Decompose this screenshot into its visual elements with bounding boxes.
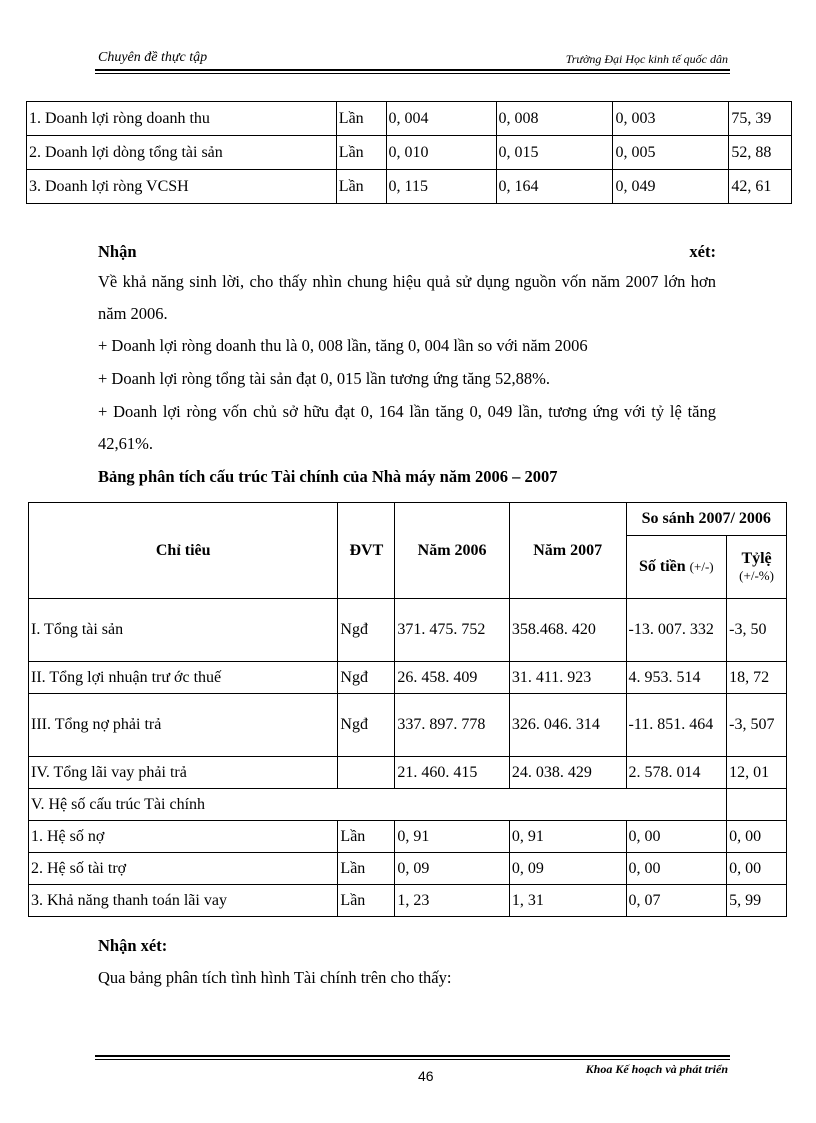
- remark-paragraph: + Doanh lợi ròng tổng tài sản đạt 0, 015 lần tương ứng tăng 52,88%.: [98, 369, 551, 388]
- table-cell: 2. Doanh lợi dòng tổng tài sản: [27, 136, 337, 170]
- table-header-row: [29, 503, 787, 536]
- table-row: [29, 694, 787, 757]
- table-cell: [338, 757, 395, 789]
- table-cell: 4. 953. 514: [626, 662, 727, 694]
- table-cell: 2. Hệ số tài trợ: [29, 853, 338, 885]
- table-row: [27, 102, 792, 136]
- header-school: Trường Đại Học kinh tế quốc dân: [565, 52, 728, 66]
- table-cell: 337. 897. 778: [395, 694, 510, 757]
- table-cell: 0, 00: [727, 853, 787, 885]
- table-cell: 1, 23: [395, 885, 510, 917]
- table-cell: 0, 115: [386, 170, 496, 204]
- footer-faculty: Khoa Kế hoạch và phát triển: [585, 1062, 728, 1076]
- table-cell: Ngđ: [338, 662, 395, 694]
- table-row: [29, 853, 787, 885]
- table-cell: [727, 789, 787, 821]
- table-cell: 18, 72: [727, 662, 787, 694]
- header-compare: So sánh 2007/ 2006: [626, 503, 786, 536]
- table-cell: 3. Khả năng thanh toán lãi vay: [29, 885, 338, 917]
- table-cell: IV. Tổng lãi vay phải trả: [29, 757, 338, 789]
- header-title: Chuyên đề thực tập: [98, 50, 208, 65]
- financial-structure-table: [28, 502, 787, 917]
- table-cell: Lần: [336, 170, 386, 204]
- table-cell: 0, 049: [613, 170, 729, 204]
- table-cell: 0, 00: [727, 821, 787, 853]
- header-rule: [95, 69, 730, 71]
- table-row: [29, 599, 787, 662]
- table-cell: 1. Hệ số nợ: [29, 821, 338, 853]
- header-2007: Năm 2007: [509, 503, 626, 599]
- table-cell: Lần: [336, 136, 386, 170]
- table-cell: 0, 91: [395, 821, 510, 853]
- table-cell: 0, 015: [496, 136, 613, 170]
- table-cell: 31. 411. 923: [509, 662, 626, 694]
- table-section-row: [29, 789, 787, 821]
- table-cell: 358.468. 420: [509, 599, 626, 662]
- remark-paragraph: Về khả năng sinh lời, cho thấy nhìn chung hiệu quả sử dụng nguồn vốn năm 2007 lớn hơn năm 2006.: [98, 272, 716, 323]
- table-cell: II. Tổng lợi nhuận trư ớc thuế: [29, 662, 338, 694]
- table-cell: 3. Doanh lợi ròng VCSH: [27, 170, 337, 204]
- table-cell: 1, 31: [509, 885, 626, 917]
- table-cell: 0, 00: [626, 821, 727, 853]
- table-title: Bảng phân tích cấu trúc Tài chính của Nhà máy năm 2006 – 2007: [98, 467, 558, 486]
- remark-paragraph: Qua bảng phân tích tình hình Tài chính trên cho thấy:: [98, 968, 452, 987]
- table-cell: Lần: [338, 853, 395, 885]
- table-cell: 0, 91: [509, 821, 626, 853]
- table-cell: -13. 007. 332: [626, 599, 727, 662]
- table-cell: III. Tổng nợ phải trả: [29, 694, 338, 757]
- table-cell: 371. 475. 752: [395, 599, 510, 662]
- table-cell: Lần: [338, 821, 395, 853]
- table-cell: -11. 851. 464: [626, 694, 727, 757]
- table-cell: 52, 88: [729, 136, 792, 170]
- footer-rule: [95, 1055, 730, 1057]
- table-cell: Ngđ: [338, 599, 395, 662]
- table-cell: 2. 578. 014: [626, 757, 727, 789]
- table-cell: 0, 00: [626, 853, 727, 885]
- table-cell: 326. 046. 314: [509, 694, 626, 757]
- table-cell: 0, 010: [386, 136, 496, 170]
- table-row: [29, 885, 787, 917]
- profitability-table: [26, 101, 792, 204]
- table-row: [29, 821, 787, 853]
- table-cell: Ngđ: [338, 694, 395, 757]
- header-ty-le-label: Tỷlệ: [741, 550, 772, 567]
- table-cell: 0, 005: [613, 136, 729, 170]
- table-cell: Lần: [336, 102, 386, 136]
- table-cell: 42, 61: [729, 170, 792, 204]
- header-chi-tieu: Chỉ tiêu: [29, 503, 338, 599]
- footer-rule-thin: [95, 1059, 730, 1060]
- table-cell: 0, 004: [386, 102, 496, 136]
- section-label: V. Hệ số cấu trúc Tài chính: [29, 789, 727, 821]
- header-so-tien: [626, 536, 727, 599]
- table-row: [27, 136, 792, 170]
- header-2006: Năm 2006: [395, 503, 510, 599]
- table-cell: 26. 458. 409: [395, 662, 510, 694]
- table-cell: 5, 99: [727, 885, 787, 917]
- header-rule-thin: [95, 73, 730, 74]
- header-ty-le-unit: (+/-%): [739, 568, 774, 583]
- table-cell: 0, 164: [496, 170, 613, 204]
- table-row: [27, 170, 792, 204]
- remark-heading-left: Nhận: [98, 242, 137, 261]
- table-row: [29, 757, 787, 789]
- table-cell: 12, 01: [727, 757, 787, 789]
- table-cell: 0, 09: [395, 853, 510, 885]
- table-cell: 0, 003: [613, 102, 729, 136]
- table-cell: 1. Doanh lợi ròng doanh thu: [27, 102, 337, 136]
- table-cell: 75, 39: [729, 102, 792, 136]
- remark-heading: Nhận xét:: [98, 936, 168, 955]
- remark-heading: [98, 236, 716, 268]
- table-cell: -3, 50: [727, 599, 787, 662]
- table-cell: 21. 460. 415: [395, 757, 510, 789]
- table-cell: 0, 07: [626, 885, 727, 917]
- page-number: 46: [418, 1068, 434, 1084]
- table-cell: I. Tổng tài sản: [29, 599, 338, 662]
- header-dvt: ĐVT: [338, 503, 395, 599]
- table-cell: Lần: [338, 885, 395, 917]
- table-cell: 24. 038. 429: [509, 757, 626, 789]
- table-cell: 0, 09: [509, 853, 626, 885]
- remark-paragraph: + Doanh lợi ròng vốn chủ sở hữu đạt 0, 164 lần tăng 0, 049 lần, tương ứng với tỷ lệ tăng 42,61%.: [98, 402, 716, 453]
- header-so-tien-label: Số tiền: [639, 558, 686, 575]
- header-ty-le: [727, 536, 787, 599]
- header-so-tien-unit: (+/-): [689, 559, 714, 574]
- table-cell: 0, 008: [496, 102, 613, 136]
- remark-heading-right: xét:: [689, 242, 716, 261]
- table-row: [29, 662, 787, 694]
- table-cell: -3, 507: [727, 694, 787, 757]
- remark-paragraph: + Doanh lợi ròng doanh thu là 0, 008 lần, tăng 0, 004 lần so với năm 2006: [98, 336, 588, 355]
